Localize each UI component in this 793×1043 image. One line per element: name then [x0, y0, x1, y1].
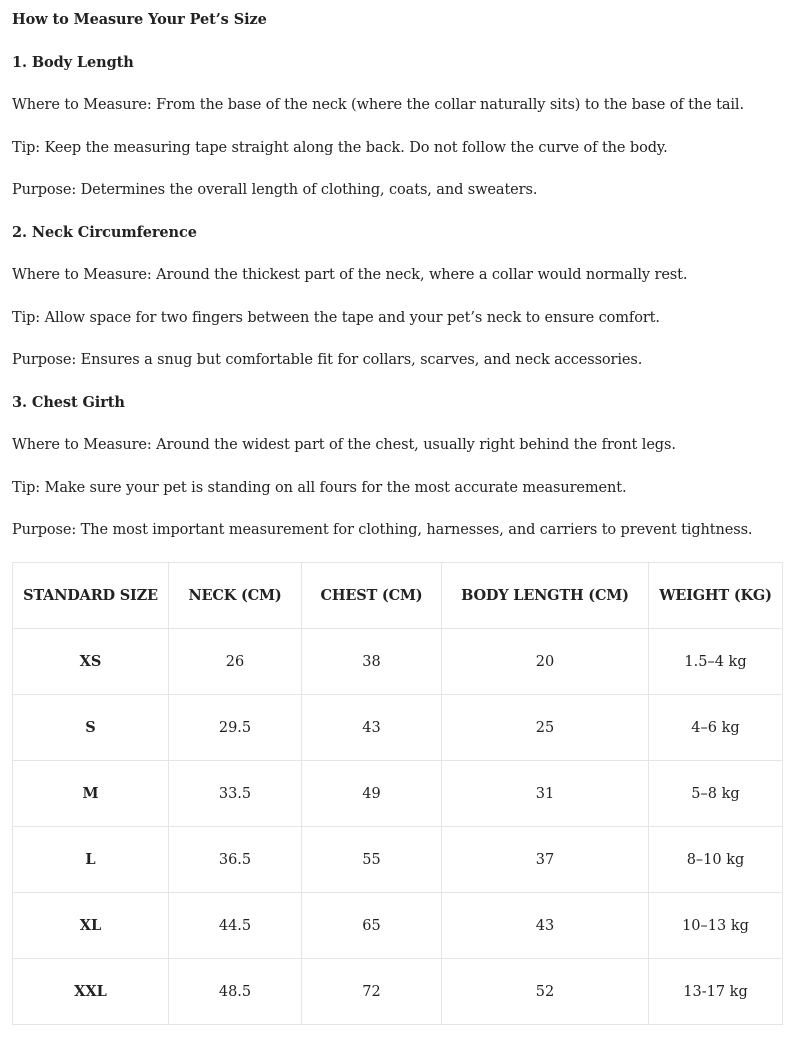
weight-cell: 4–6 kg	[649, 695, 783, 761]
size-cell: L	[13, 827, 169, 893]
size-cell: M	[13, 761, 169, 827]
chest-cell: 65	[302, 893, 442, 959]
section-heading-chest: 3. Chest Girth	[12, 394, 125, 411]
table-row	[13, 827, 783, 893]
body-length-tip: Tip: Keep the measuring tape straight along the back. Do not follow the curve of the body.	[12, 140, 668, 156]
size-chart-table	[12, 562, 783, 1025]
chest-cell: 55	[302, 827, 442, 893]
body-length-cell: 37	[442, 827, 649, 893]
weight-cell: 1.5–4 kg	[649, 629, 783, 695]
table-header-row	[13, 563, 783, 629]
body-length-cell: 25	[442, 695, 649, 761]
table-row	[13, 629, 783, 695]
body-length-cell: 31	[442, 761, 649, 827]
neck-cell: 33.5	[169, 761, 302, 827]
neck-cell: 48.5	[169, 959, 302, 1025]
header-chest: CHEST (CM)	[302, 563, 442, 629]
neck-purpose: Purpose: Ensures a snug but comfortable fit for collars, scarves, and neck accessories.	[12, 352, 643, 368]
chest-where: Where to Measure: Around the widest part of the chest, usually right behind the front legs.	[12, 437, 676, 453]
chest-purpose: Purpose: The most important measurement for clothing, harnesses, and carriers to prevent tightness.	[12, 522, 753, 538]
table-row	[13, 893, 783, 959]
neck-where: Where to Measure: Around the thickest part of the neck, where a collar would normally rest.	[12, 267, 688, 283]
table-row	[13, 695, 783, 761]
header-standard-size: STANDARD SIZE	[13, 563, 169, 629]
section-heading-body-length: 1. Body Length	[12, 54, 134, 71]
section-heading-neck: 2. Neck Circumference	[12, 224, 197, 241]
neck-cell: 29.5	[169, 695, 302, 761]
body-length-purpose: Purpose: Determines the overall length of clothing, coats, and sweaters.	[12, 182, 538, 198]
chest-cell: 43	[302, 695, 442, 761]
chest-cell: 72	[302, 959, 442, 1025]
size-cell: XXL	[13, 959, 169, 1025]
body-length-cell: 52	[442, 959, 649, 1025]
weight-cell: 8–10 kg	[649, 827, 783, 893]
neck-cell: 26	[169, 629, 302, 695]
header-body-length: BODY LENGTH (CM)	[442, 563, 649, 629]
chest-tip: Tip: Make sure your pet is standing on all fours for the most accurate measurement.	[12, 480, 627, 496]
table-row	[13, 761, 783, 827]
header-neck: NECK (CM)	[169, 563, 302, 629]
neck-cell: 44.5	[169, 893, 302, 959]
size-cell: XL	[13, 893, 169, 959]
body-length-where: Where to Measure: From the base of the neck (where the collar naturally sits) to the base of the tail.	[12, 97, 744, 113]
neck-cell: 36.5	[169, 827, 302, 893]
page-title: How to Measure Your Pet’s Size	[12, 11, 267, 28]
neck-tip: Tip: Allow space for two fingers between the tape and your pet’s neck to ensure comfort.	[12, 310, 660, 326]
header-weight: WEIGHT (KG)	[649, 563, 783, 629]
size-cell: S	[13, 695, 169, 761]
chest-cell: 49	[302, 761, 442, 827]
weight-cell: 13-17 kg	[649, 959, 783, 1025]
chest-cell: 38	[302, 629, 442, 695]
body-length-cell: 20	[442, 629, 649, 695]
body-length-cell: 43	[442, 893, 649, 959]
weight-cell: 5–8 kg	[649, 761, 783, 827]
weight-cell: 10–13 kg	[649, 893, 783, 959]
size-cell: XS	[13, 629, 169, 695]
table-row	[13, 959, 783, 1025]
